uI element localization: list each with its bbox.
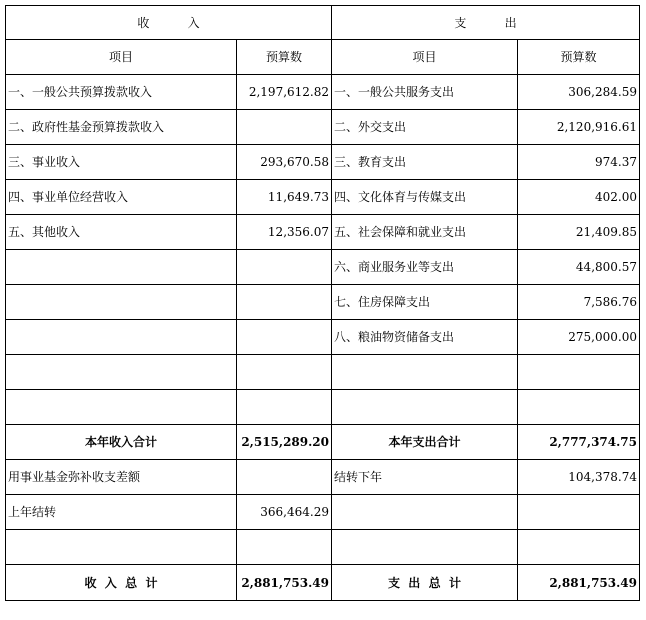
- income-item: [6, 285, 237, 320]
- table-row: [6, 285, 640, 320]
- budget-table: [5, 5, 640, 601]
- year-income-total-amount: 2,515,289.20: [237, 425, 332, 460]
- income-item: [6, 355, 237, 390]
- grand-total-row: [6, 565, 640, 601]
- grand-expense-total-amount: 2,881,753.49: [518, 565, 640, 601]
- table-row: [6, 180, 640, 215]
- income-amount: 12,356.07: [237, 215, 332, 250]
- expense-item: 七、住房保障支出: [332, 285, 518, 320]
- grand-income-total-amount: 2,881,753.49: [237, 565, 332, 601]
- income-amount: [237, 320, 332, 355]
- expense-amount: [518, 530, 640, 565]
- income-item: 用事业基金弥补收支差额: [6, 460, 237, 495]
- income-amount: [237, 110, 332, 145]
- expense-amount: 974.37: [518, 145, 640, 180]
- income-item: [6, 320, 237, 355]
- expense-item: 四、文化体育与传媒支出: [332, 180, 518, 215]
- expense-amount: [518, 390, 640, 425]
- expense-section-title: 支 出: [332, 6, 640, 40]
- expense-item: 三、教育支出: [332, 145, 518, 180]
- income-amount: [237, 250, 332, 285]
- income-item: 五、其他收入: [6, 215, 237, 250]
- expense-item: [332, 355, 518, 390]
- income-item: [6, 530, 237, 565]
- expense-item: 结转下年: [332, 460, 518, 495]
- income-amount: 2,197,612.82: [237, 75, 332, 110]
- expense-item: 二、外交支出: [332, 110, 518, 145]
- income-item-header: 项目: [6, 40, 237, 75]
- expense-amount: 44,800.57: [518, 250, 640, 285]
- expense-amount: [518, 355, 640, 390]
- income-amount: [237, 530, 332, 565]
- expense-item: [332, 495, 518, 530]
- income-amount: [237, 285, 332, 320]
- year-expense-total-amount: 2,777,374.75: [518, 425, 640, 460]
- expense-amount: 275,000.00: [518, 320, 640, 355]
- table-row: [6, 320, 640, 355]
- income-item: 一、一般公共预算拨款收入: [6, 75, 237, 110]
- expense-budget-header: 预算数: [518, 40, 640, 75]
- expense-item: 八、粮油物资储备支出: [332, 320, 518, 355]
- expense-item-header: 项目: [332, 40, 518, 75]
- income-section-title: 收 入: [6, 6, 332, 40]
- year-income-total-label: 本年收入合计: [6, 425, 237, 460]
- income-item: 上年结转: [6, 495, 237, 530]
- subheader-row: [6, 40, 640, 75]
- header-row: [6, 6, 640, 40]
- expense-amount: 7,586.76: [518, 285, 640, 320]
- table-row: [6, 145, 640, 180]
- expense-amount: 21,409.85: [518, 215, 640, 250]
- grand-income-total-label: 收 入 总 计: [6, 565, 237, 601]
- income-item: [6, 250, 237, 285]
- income-amount: [237, 460, 332, 495]
- expense-item: 六、商业服务业等支出: [332, 250, 518, 285]
- expense-amount: 2,120,916.61: [518, 110, 640, 145]
- table-row: [6, 495, 640, 530]
- income-amount: 11,649.73: [237, 180, 332, 215]
- income-amount: 293,670.58: [237, 145, 332, 180]
- expense-amount: [518, 495, 640, 530]
- table-row: [6, 530, 640, 565]
- table-row: [6, 390, 640, 425]
- expense-item: 一、一般公共服务支出: [332, 75, 518, 110]
- grand-expense-total-label: 支 出 总 计: [332, 565, 518, 601]
- expense-item: 五、社会保障和就业支出: [332, 215, 518, 250]
- income-budget-header: 预算数: [237, 40, 332, 75]
- expense-item: [332, 390, 518, 425]
- expense-item: [332, 530, 518, 565]
- year-expense-total-label: 本年支出合计: [332, 425, 518, 460]
- expense-amount: 402.00: [518, 180, 640, 215]
- year-total-row: [6, 425, 640, 460]
- table-row: [6, 355, 640, 390]
- income-item: [6, 390, 237, 425]
- table-row: [6, 75, 640, 110]
- table-row: [6, 215, 640, 250]
- income-amount: 366,464.29: [237, 495, 332, 530]
- expense-amount: 306,284.59: [518, 75, 640, 110]
- table-row: [6, 110, 640, 145]
- income-amount: [237, 355, 332, 390]
- expense-amount: 104,378.74: [518, 460, 640, 495]
- income-item: 四、事业单位经营收入: [6, 180, 237, 215]
- income-item: 三、事业收入: [6, 145, 237, 180]
- income-item: 二、政府性基金预算拨款收入: [6, 110, 237, 145]
- income-amount: [237, 390, 332, 425]
- table-row: [6, 460, 640, 495]
- table-row: [6, 250, 640, 285]
